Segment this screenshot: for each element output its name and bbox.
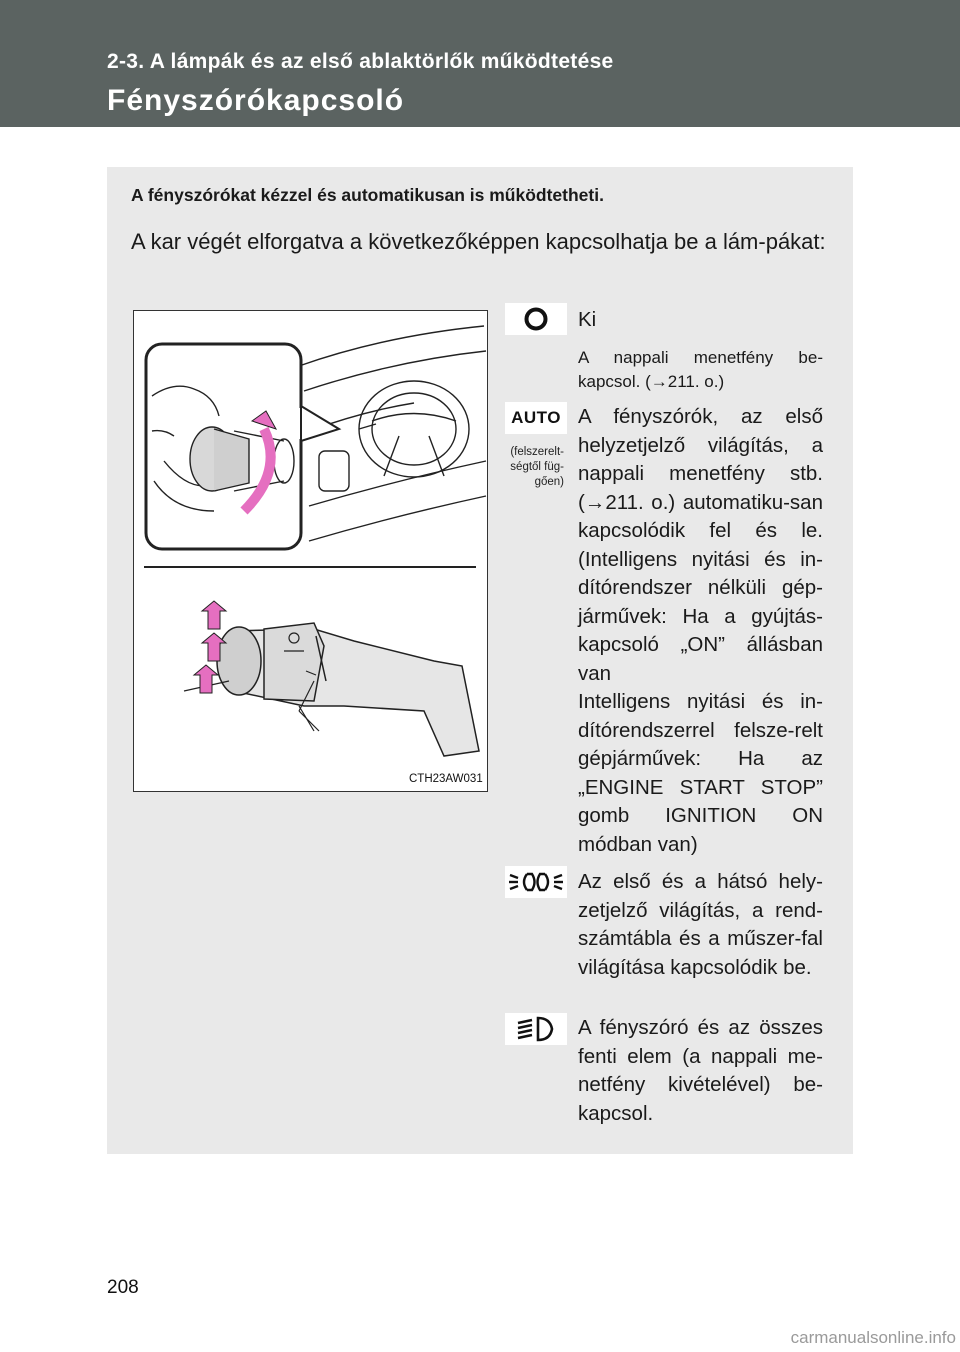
auto-symbol bbox=[505, 402, 567, 434]
auto-description: A fényszórók, az első helyzetjelző világítás, a nappali menetfény stb. (→211. o.) automatiku-san kapcsolódik fel és le. (Intelligens nyitási és in-dítórendszer nélküli gép-járművek: Ha a gyújtás-kapcsoló „ON” állásban van Intelligens nyitási és in-dítórendszerrel felsze-relt gépjárművek: Ha az „ENGINE START STOP” gomb IGNITION ON módban van) bbox=[578, 405, 823, 856]
switch-drawing bbox=[134, 311, 487, 791]
page-number: 208 bbox=[107, 1277, 139, 1298]
parking-lights-description: Az első és a hátsó hely-zetjelző világítás, a rend-számtábla és a műszer-fal világítása kapcsolódik be. bbox=[578, 870, 823, 979]
chapter-header bbox=[0, 0, 960, 127]
watermark: carmanualsonline.info bbox=[790, 1328, 956, 1347]
lead-text: A kar végét elforgatva a következőképpen kapcsolhatja be a lám-pákat: bbox=[131, 229, 826, 254]
off-description: A nappali menetfény be-kapcsol. (→211. o.) bbox=[578, 348, 823, 391]
auto-text: AUTO bbox=[511, 408, 561, 427]
off-circle-icon bbox=[505, 303, 567, 335]
headlight-switch-illustration bbox=[133, 310, 488, 792]
section-title: 2-3. A lámpák és az első ablaktörlők működtetése bbox=[107, 50, 614, 73]
off-label: Ki bbox=[578, 308, 597, 331]
headlight-description: A fényszóró és az összes fenti elem (a nappali me-netfény kivételével) be-kapcsol. bbox=[578, 1016, 823, 1125]
figure-code: CTH23AW031 bbox=[409, 773, 483, 785]
intro-text: A fényszórókat kézzel és automatikusan is működtetheti. bbox=[131, 185, 604, 205]
parking-lights-icon bbox=[505, 866, 567, 898]
headlight-icon bbox=[505, 1013, 567, 1045]
page-title: Fényszórókapcsoló bbox=[107, 84, 405, 117]
auto-availability-note: (felszerelt-ségtől füg-gően) bbox=[510, 446, 564, 488]
